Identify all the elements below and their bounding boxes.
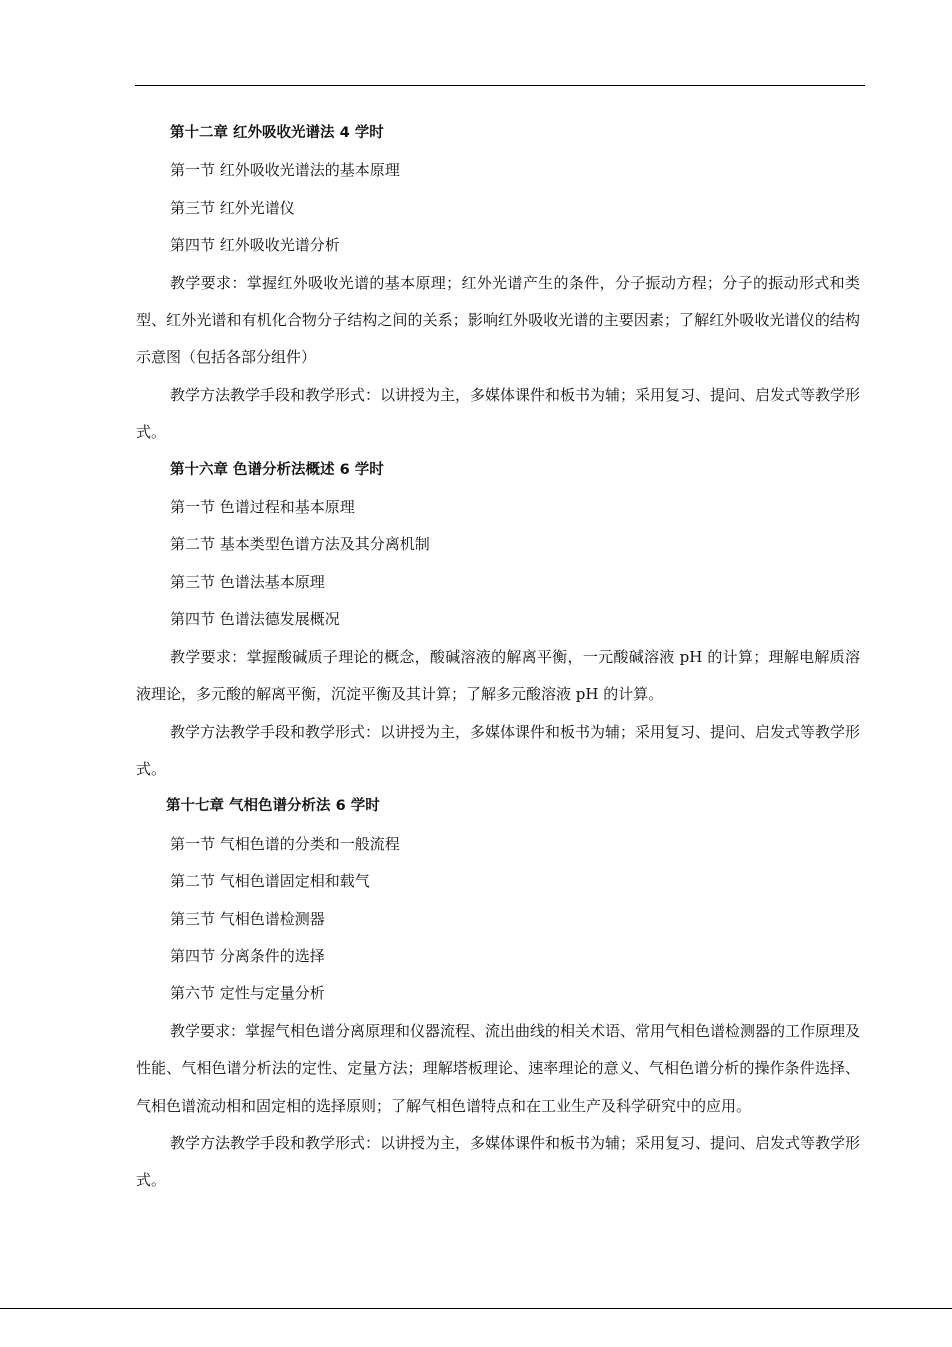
section-item: 第一节 色谱过程和基本原理	[170, 498, 355, 517]
section-item: 第四节 红外吸收光谱分析	[170, 236, 340, 255]
teaching-requirements: 教学要求：掌握气相色谱分离原理和仪器流程、流出曲线的相关术语、常用气相色谱检测器的工作原理及性能、气相色谱分析法的定性、定量方法；理解塔板理论、速率理论的意义、气相色谱分析的操作条件选择、气相色谱流动相和固定相的选择原则；了解气相色谱特点和在工业生产及科学研究中的应用。	[136, 1021, 861, 1115]
chapter-heading: 第十二章 红外吸收光谱法 4 学时	[170, 125, 384, 141]
section-item: 第三节 气相色谱检测器	[170, 909, 325, 928]
section-item: 第三节 红外光谱仪	[170, 198, 295, 217]
header-rule	[135, 85, 865, 86]
section-item: 第四节 色谱法德发展概况	[170, 610, 340, 629]
section-item: 第一节 红外吸收光谱法的基本原理	[170, 161, 400, 180]
section-item: 第三节 色谱法基本原理	[170, 572, 325, 591]
chapter-heading: 第十六章 色谱分析法概述 6 学时	[170, 461, 384, 478]
teaching-methods: 教学方法教学手段和教学形式：以讲授为主，多媒体课件和板书为辅；采用复习、提问、启发式等教学形式。	[136, 385, 861, 442]
teaching-requirements: 教学要求：掌握酸碱质子理论的概念，酸碱溶液的解离平衡，一元酸碱溶液 pH 的计算；理解电解质溶液理论，多元酸的解离平衡，沉淀平衡及其计算；了解多元酸溶液 pH 的计算。	[136, 647, 860, 704]
teaching-methods: 教学方法教学手段和教学形式：以讲授为主，多媒体课件和板书为辅；采用复习、提问、启发式等教学形式。	[136, 722, 861, 778]
section-item: 第六节 定性与定量分析	[170, 984, 325, 1003]
chapter-heading: 第十七章 气相色谱分析法 6 学时	[166, 798, 380, 815]
teaching-methods: 教学方法教学手段和教学形式：以讲授为主，多媒体课件和板书为辅；采用复习、提问、启发式等教学形式。	[136, 1133, 861, 1190]
section-item: 第一节 气相色谱的分类和一般流程	[170, 834, 400, 853]
teaching-requirements: 教学要求：掌握红外吸收光谱的基本原理；红外光谱产生的条件，分子振动方程；分子的振动形式和类型、红外光谱和有机化合物分子结构之间的关系；影响红外吸收光谱的主要因素；了解红外吸收光谱仪的结构示意图（包括各部分组件）	[136, 273, 860, 367]
section-item: 第二节 基本类型色谱方法及其分离机制	[170, 535, 430, 554]
footer-rule	[0, 1308, 952, 1309]
section-item: 第二节 气相色谱固定相和载气	[170, 872, 370, 891]
section-item: 第四节 分离条件的选择	[170, 946, 325, 965]
document-body	[136, 115, 860, 1200]
